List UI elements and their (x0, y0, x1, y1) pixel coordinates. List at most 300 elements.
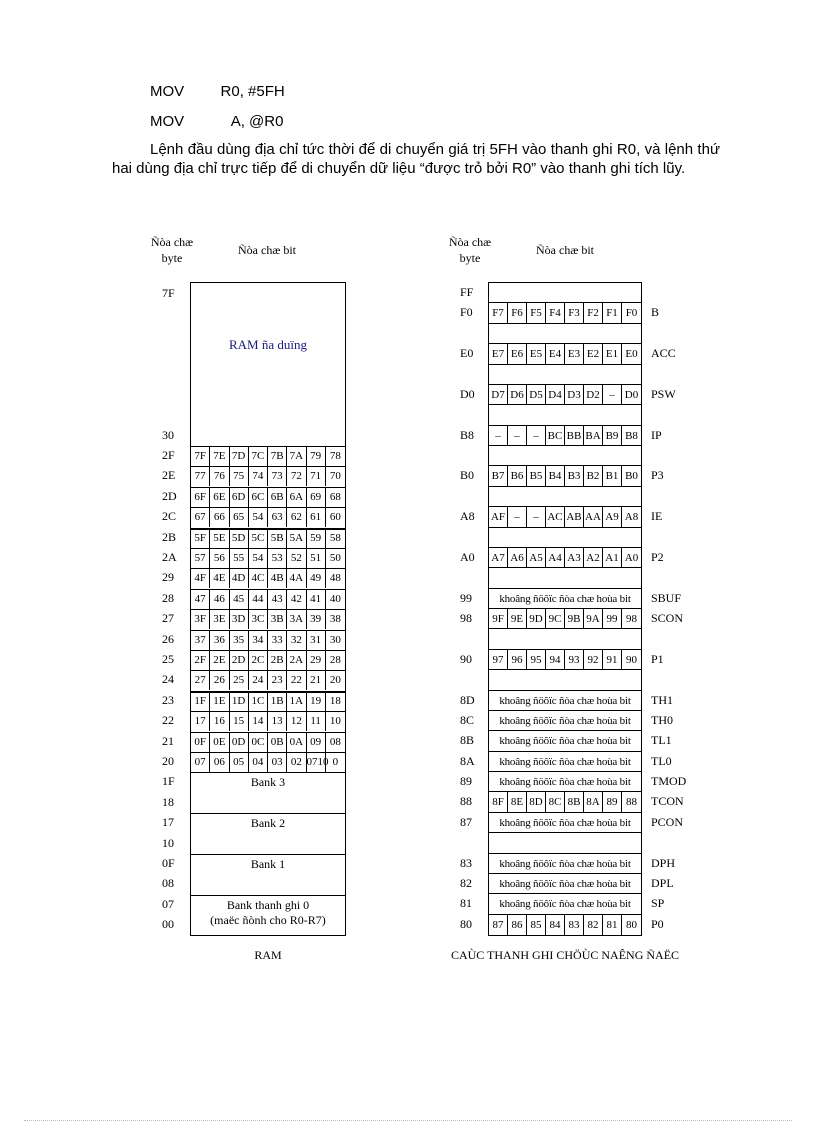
ram-bit-cell: 11 (307, 712, 326, 731)
sfr-bit-cell: – (508, 426, 527, 446)
sfr-bit-cell: F7 (489, 303, 508, 323)
sfr-bit-cell: B3 (565, 466, 584, 486)
sfr-register-name: TMOD (651, 774, 687, 788)
ram-bit-cell: 66 (210, 508, 229, 527)
sfr-not-bit-addressable: khoâng ñöôïc ñòa chæ hoùa bit (499, 735, 631, 748)
ram-bank-address-bottom: 18 (162, 794, 174, 809)
sfr-bit-cell: BB (565, 426, 584, 446)
ram-bit-cell: 55 (230, 549, 249, 568)
sfr-grid (488, 282, 642, 936)
sfr-row (489, 548, 641, 568)
sfr-bit-cell: 9B (565, 609, 584, 629)
sfr-byte-address: 83 (460, 855, 472, 870)
ram-bit-cell: 60 (329, 511, 341, 524)
ram-bit-cell: 53 (268, 549, 287, 568)
ram-bit-row (191, 651, 345, 670)
sfr-not-bit-addressable: khoâng ñöôïc ñòa chæ hoùa bit (499, 816, 631, 829)
sfr-bit-cell: 83 (565, 915, 584, 935)
sfr-register-name: B (651, 305, 660, 320)
sfr-register-name: P2 (651, 549, 664, 564)
sfr-bit-cell: 97 (489, 650, 508, 670)
sfr-bit-cell: BA (584, 426, 603, 446)
ram-bit-cell: 0A (287, 733, 306, 752)
ram-bit-cell: 6E (210, 488, 229, 507)
ram-bit-cell: 19 (307, 692, 326, 711)
sfr-bit-cell: 8F (489, 792, 508, 812)
sfr-bit-cell: E1 (603, 344, 622, 364)
ram-bank-address-top: 17 (162, 815, 174, 830)
ram-bit-cell: 42 (287, 590, 306, 609)
ram-bit-cell: 1C (249, 692, 268, 711)
sfr-register-name: PCON (651, 814, 684, 829)
ram-caption: RAM (254, 948, 282, 962)
sfr-bit-cell: D2 (584, 385, 603, 405)
ram-bit-cell: 34 (249, 631, 268, 650)
sfr-bit-cell: – (603, 385, 622, 405)
ram-bit-cell: 43 (268, 590, 287, 609)
ram-bit-cell: 1B (268, 692, 287, 711)
sfr-byte-address: 8C (460, 712, 475, 727)
sfr-row (489, 629, 641, 649)
sfr-header-bit: Ñòa chæ bit (536, 243, 594, 257)
sfr-bit-cell: D0 (624, 388, 639, 401)
sfr-byte-address: A8 (460, 509, 475, 524)
code-op: MOV (150, 83, 185, 100)
sfr-bit-cell: B8 (625, 429, 638, 442)
sfr-row (489, 833, 641, 853)
ram-bit-row (191, 671, 345, 690)
sfr-bit-cell: 85 (527, 915, 546, 935)
sfr-bit-cell: F1 (603, 303, 622, 323)
sfr-bit-cell: E6 (508, 344, 527, 364)
ram-bit-row (191, 590, 345, 609)
ram-bit-cell: 54 (249, 508, 268, 527)
ram-bit-cell: 71 (307, 467, 326, 486)
ram-bit-cell: 13 (268, 712, 287, 731)
sfr-bit-cell: 84 (546, 915, 565, 935)
ram-bit-cell: 17 (191, 712, 210, 731)
sfr-bit-cell: 89 (603, 792, 622, 812)
ram-bit-cell: 35 (230, 631, 249, 650)
sfr-bit-cell: B6 (508, 466, 527, 486)
sfr-header-byte (438, 234, 502, 266)
ram-bit-cell: 08 (329, 735, 341, 748)
sfr-bit-cell: E3 (565, 344, 584, 364)
sfr-bit-cell: 8A (584, 792, 603, 812)
sfr-bit-cell: – (489, 426, 508, 446)
ram-bit-cell: 57 (191, 549, 210, 568)
ram-bit-cell: 4F (191, 569, 210, 588)
ram-bit-cell: 5D (230, 529, 249, 548)
code-arg: A, @R0 (230, 113, 284, 130)
ram-bit-row (191, 529, 345, 548)
ram-bit-cell: 2A (287, 651, 306, 670)
explanation-paragraph (112, 140, 720, 178)
ram-bit-cell: 52 (287, 549, 306, 568)
sfr-bit-cell: 98 (626, 613, 637, 625)
sfr-not-bit-addressable: khoâng ñöôïc ñòa chæ hoùa bit (499, 694, 631, 707)
sfr-row (489, 405, 641, 425)
sfr-bit-cell: 93 (565, 650, 584, 670)
ram-bit-cell: 5F (191, 529, 210, 548)
sfr-bit-cell: 8D (527, 792, 546, 812)
sfr-not-bit-addressable: khoâng ñöôïc ñòa chæ hoùa bit (499, 857, 631, 870)
ram-byte-address: 2C (162, 509, 177, 524)
code-line-2 (150, 113, 283, 130)
ram-bit-cell: 02 (287, 753, 306, 772)
ram-bit-cell: 28 (329, 654, 341, 666)
sfr-register-name: P3 (651, 468, 664, 483)
ram-bit-cell: 2B (268, 651, 287, 670)
sfr-bit-cell: A5 (527, 548, 546, 568)
ram-bit-cell: 6D (230, 488, 249, 507)
sfr-row (489, 365, 641, 385)
ram-bit-cell: 27 (191, 671, 210, 690)
ram-bit-cell: 47 (191, 590, 210, 609)
ram-grid (190, 282, 346, 936)
sfr-bit-cell: F2 (584, 303, 603, 323)
sfr-row (489, 874, 641, 894)
sfr-header-byte-line2: byte (459, 251, 481, 265)
ram-byte-address: 25 (162, 652, 174, 666)
ram-byte-address: 2B (162, 529, 177, 544)
ram-bit-cell: 3A (287, 610, 306, 629)
sfr-row (489, 752, 641, 772)
sfr-byte-address: 89 (460, 774, 472, 788)
sfr-byte-address: A0 (460, 549, 475, 564)
ram-bit-cell: 0C (249, 733, 268, 752)
ram-bit-cell: 12 (287, 712, 306, 731)
ram-bit-cell: 3C (249, 610, 268, 629)
sfr-bit-cell: AA (584, 507, 603, 527)
ram-bit-cell: 48 (329, 572, 341, 585)
ram-bit-cell: 23 (268, 671, 287, 690)
ram-bank-note: (maëc ñònh cho R0-R7) (210, 912, 326, 927)
sfr-bit-cell: D5 (527, 385, 546, 405)
sfr-row (489, 446, 641, 466)
ram-bit-cell: 0 (332, 756, 339, 768)
ram-bank-address-top: 0F (162, 856, 175, 870)
ram-bit-cell: 58 (329, 531, 341, 544)
ram-bit-cell: 59 (307, 529, 326, 548)
sfr-bit-cell: A3 (565, 548, 584, 568)
ram-addr-30: 30 (162, 428, 174, 442)
ram-bit-cell: 33 (268, 631, 287, 650)
sfr-byte-address: 87 (460, 814, 472, 829)
sfr-bit-cell: D7 (489, 385, 508, 405)
ram-bit-cell: 1E (210, 692, 229, 711)
ram-bit-cell: 68 (329, 490, 341, 503)
sfr-bit-cell: B1 (603, 466, 622, 486)
ram-header-bit: Ñòa chæ bit (238, 243, 296, 257)
sfr-bit-cell: 8E (508, 792, 527, 812)
sfr-byte-address: F0 (460, 305, 473, 320)
ram-bit-cell: 6B (268, 488, 287, 507)
sfr-register-name: TL0 (651, 753, 672, 768)
sfr-bit-cell: 91 (603, 650, 622, 670)
sfr-register-name: TH1 (651, 692, 673, 707)
sfr-row (489, 528, 641, 548)
sfr-header-byte-line1: Ñòa chæ (448, 235, 492, 249)
sfr-row (489, 568, 641, 588)
sfr-bit-cell: 9F (489, 609, 508, 629)
sfr-bit-cell: AF (489, 507, 508, 527)
sfr-register-name: P1 (651, 651, 664, 666)
ram-byte-address: 29 (162, 570, 174, 585)
ram-bit-cell: 0D (230, 733, 249, 752)
ram-bit-cell: 4C (249, 569, 268, 588)
sfr-byte-address: FF (460, 285, 474, 299)
ram-bit-cell: 30 (329, 633, 341, 646)
ram-bit-cell: 14 (249, 712, 268, 731)
sfr-bit-cell: D4 (546, 385, 565, 405)
sfr-bit-cell: 86 (508, 915, 527, 935)
ram-bit-cell: 37 (191, 631, 210, 650)
ram-bit-cell: 18 (329, 694, 341, 707)
ram-bit-cell: 51 (307, 549, 326, 568)
sfr-register-name: SP (651, 896, 665, 911)
sfr-not-bit-addressable: khoâng ñöôïc ñòa chæ hoùa bit (499, 755, 631, 768)
ram-bit-cell: 36 (210, 631, 229, 650)
sfr-bit-cell: A2 (584, 548, 603, 568)
sfr-row (489, 283, 641, 303)
sfr-bit-cell: 92 (584, 650, 603, 670)
ram-bit-cell: 29 (307, 651, 326, 670)
sfr-byte-address: 8A (460, 753, 475, 768)
ram-bit-row (191, 447, 345, 466)
ram-bit-row (191, 753, 345, 772)
ram-byte-address: 27 (162, 611, 174, 626)
sfr-bit-cell: – (527, 426, 546, 446)
sfr-bit-cell: – (527, 507, 546, 527)
sfr-bit-cell: F4 (546, 303, 565, 323)
sfr-bit-cell: 8B (565, 792, 584, 812)
ram-bit-cell: 78 (329, 450, 341, 462)
sfr-register-name: TH0 (651, 712, 673, 727)
ram-bit-cell: 56 (210, 549, 229, 568)
sfr-bit-cell: 9D (527, 609, 546, 629)
sfr-bit-cell: – (508, 507, 527, 527)
ram-bank-address-top: 07 (162, 896, 174, 911)
sfr-byte-address: 99 (460, 590, 472, 605)
sfr-bit-cell: B7 (489, 466, 508, 486)
sfr-row (489, 731, 641, 751)
sfr-not-bit-addressable: khoâng ñöôïc ñòa chæ hoùa bit (499, 776, 631, 788)
ram-byte-address: 2D (162, 488, 177, 503)
ram-bit-cell: 2D (230, 651, 249, 670)
ram-bank-divider (191, 813, 345, 814)
ram-general-label: RAM ña duïng (229, 337, 307, 352)
sfr-bit-cell: 9E (508, 609, 527, 629)
ram-byte-address: 21 (162, 733, 174, 748)
ram-bit-cell: 3B (268, 610, 287, 629)
sfr-bit-cell: A0 (624, 551, 639, 564)
ram-bit-row (191, 692, 345, 711)
ram-bit-cell: 3D (230, 610, 249, 629)
sfr-row (489, 813, 641, 833)
sfr-row (489, 487, 641, 507)
ram-bit-cell: 49 (307, 569, 326, 588)
ram-bank-divider (191, 895, 345, 896)
ram-bit-row (191, 467, 345, 486)
ram-bit-cell: 50 (329, 552, 341, 564)
ram-bit-cell: 6F (191, 488, 210, 507)
ram-bit-cell: 24 (249, 671, 268, 690)
ram-bit-cell: 7E (210, 447, 229, 466)
sfr-register-name: SBUF (651, 590, 682, 605)
sfr-bit-cell: F6 (508, 303, 527, 323)
sfr-byte-address: 98 (460, 611, 472, 625)
sfr-bit-cell: 95 (527, 650, 546, 670)
ram-bit-cell: 31 (307, 631, 326, 650)
sfr-bit-cell: BC (546, 426, 565, 446)
ram-bit-cell: 4D (230, 569, 249, 588)
ram-bit-cell: 10 (329, 715, 341, 728)
sfr-row (489, 772, 641, 792)
sfr-register-name: PSW (651, 386, 676, 401)
ram-bank-address-bottom: 00 (162, 917, 174, 932)
sfr-register-name: SCON (651, 611, 684, 625)
sfr-bit-cell: B4 (546, 466, 565, 486)
sfr-register-name: DPH (651, 855, 676, 870)
sfr-row (489, 426, 641, 446)
sfr-byte-address: 80 (460, 916, 472, 931)
sfr-register-name: ACC (651, 346, 676, 361)
page-footer-rule (24, 1120, 792, 1121)
ram-bit-cell: 4A (287, 569, 306, 588)
sfr-row (489, 324, 641, 344)
ram-bit-cell: 44 (249, 590, 268, 609)
sfr-row (489, 609, 641, 629)
sfr-bit-cell: E5 (527, 344, 546, 364)
sfr-byte-address: B0 (460, 468, 475, 483)
sfr-bit-cell: AB (565, 507, 584, 527)
sfr-bit-cell: 88 (626, 796, 637, 809)
sfr-bit-cell: AC (546, 507, 565, 527)
ram-bit-cell: 75 (230, 467, 249, 486)
ram-bit-cell: 4E (210, 569, 229, 588)
ram-bank-name: Bank 2 (250, 816, 286, 831)
ram-bank-name: Bank thanh ghi 0 (226, 897, 310, 912)
ram-byte-address: 26 (162, 631, 174, 646)
ram-bit-cell: 7C (249, 447, 268, 466)
ram-byte-address: 23 (162, 692, 174, 707)
sfr-row (489, 650, 641, 670)
ram-bit-cell: 38 (329, 613, 341, 626)
ram-bit-cell: 63 (268, 508, 287, 527)
sfr-byte-address: 8D (460, 692, 475, 707)
sfr-not-bit-addressable: khoâng ñöôïc ñòa chæ hoùa bit (499, 877, 631, 890)
ram-bit-cell: 79 (307, 447, 326, 466)
sfr-register-name: TCON (651, 794, 684, 809)
ram-bit-cell: 1A (287, 692, 306, 711)
sfr-bit-cell: B2 (584, 466, 603, 486)
ram-bit-cell: 7A (287, 447, 306, 466)
sfr-not-bit-addressable: khoâng ñöôïc ñòa chæ hoùa bit (499, 592, 631, 605)
ram-bit-cell: 07 (191, 753, 210, 772)
sfr-bit-cell: B5 (527, 466, 546, 486)
ram-byte-address: 2E (162, 468, 176, 483)
ram-byte-address: 2F (162, 448, 175, 462)
sfr-byte-address: D0 (460, 386, 475, 401)
ram-bit-cell: 2C (249, 651, 268, 670)
sfr-row (489, 303, 641, 323)
ram-bit-cell: 62 (287, 508, 306, 527)
ram-bit-cell: 41 (307, 590, 326, 609)
sfr-bit-cell: A6 (508, 548, 527, 568)
ram-row-divider (191, 772, 345, 773)
ram-bit-cell: 26 (210, 671, 229, 690)
sfr-bit-cell: 82 (584, 915, 603, 935)
sfr-bit-cell: A7 (489, 548, 508, 568)
sfr-bit-cell: A8 (624, 511, 639, 524)
sfr-bit-cell: 96 (508, 650, 527, 670)
ram-bit-cell: 15 (230, 712, 249, 731)
ram-bit-cell: 7B (268, 447, 287, 466)
sfr-register-name: TL1 (651, 733, 672, 748)
ram-bit-cell: 46 (210, 590, 229, 609)
sfr-bit-cell: 8C (546, 792, 565, 812)
sfr-row (489, 466, 641, 486)
sfr-row (489, 670, 641, 690)
ram-bit-cell: 3F (191, 610, 210, 629)
ram-bank-divider (191, 854, 345, 855)
sfr-register-name: DPL (651, 875, 674, 890)
sfr-bit-cell: 87 (489, 915, 508, 935)
ram-bit-cell: 0E (210, 733, 229, 752)
ram-header-byte-line2: byte (161, 251, 183, 265)
sfr-bit-cell: A1 (603, 548, 622, 568)
ram-bit-cell: 1D (230, 692, 249, 711)
sfr-register-name: IP (651, 427, 662, 442)
sfr-bit-cell: E7 (489, 344, 508, 364)
code-op: MOV (150, 113, 185, 130)
ram-bank-address-top: 1F (162, 774, 175, 789)
ram-addr-7F: 7F (162, 286, 175, 300)
ram-bank-name: Bank 3 (250, 775, 286, 790)
sfr-bit-cell: 9C (546, 609, 565, 629)
ram-bit-cell: 22 (287, 671, 306, 690)
ram-bit-cell: 65 (230, 508, 249, 527)
ram-bit-cell: 67 (191, 508, 210, 527)
paragraph-text: Lệnh đầu dùng địa chỉ tức thời để di chuyển giá trị 5FH vào thanh ghi R0, và lệnh thứ hai dùng địa chỉ trực tiếp để di chuyển dữ liệu “được trỏ bởi R0” vào thanh ghi tích lũy. (112, 141, 720, 177)
sfr-bit-cell: F5 (527, 303, 546, 323)
ram-bit-cell: 69 (307, 488, 326, 507)
sfr-not-bit-addressable: khoâng ñöôïc ñòa chæ hoùa bit (499, 714, 631, 727)
sfr-row (489, 589, 641, 609)
ram-bit-cell: 6A (287, 488, 306, 507)
ram-byte-address: 22 (162, 713, 174, 728)
sfr-bit-cell: 81 (603, 915, 622, 935)
ram-bit-cell: 21 (307, 671, 326, 690)
ram-bit-row (191, 508, 345, 527)
sfr-row (489, 385, 641, 405)
ram-bit-cell: 04 (249, 753, 268, 772)
sfr-bit-cell: A9 (603, 507, 622, 527)
ram-bank-name: Bank 1 (250, 857, 286, 871)
sfr-row (489, 507, 641, 527)
sfr-register-name: P0 (651, 916, 664, 931)
ram-byte-address: 20 (162, 754, 174, 768)
ram-bit-cell: 5E (210, 529, 229, 548)
sfr-row (489, 894, 641, 914)
ram-bit-cell: 72 (287, 467, 306, 486)
sfr-byte-address: B8 (460, 427, 475, 442)
ram-bit-cell: 05 (230, 753, 249, 772)
ram-bit-cell: 6C (249, 488, 268, 507)
sfr-bit-cell: D3 (565, 385, 584, 405)
sfr-row (489, 711, 641, 731)
